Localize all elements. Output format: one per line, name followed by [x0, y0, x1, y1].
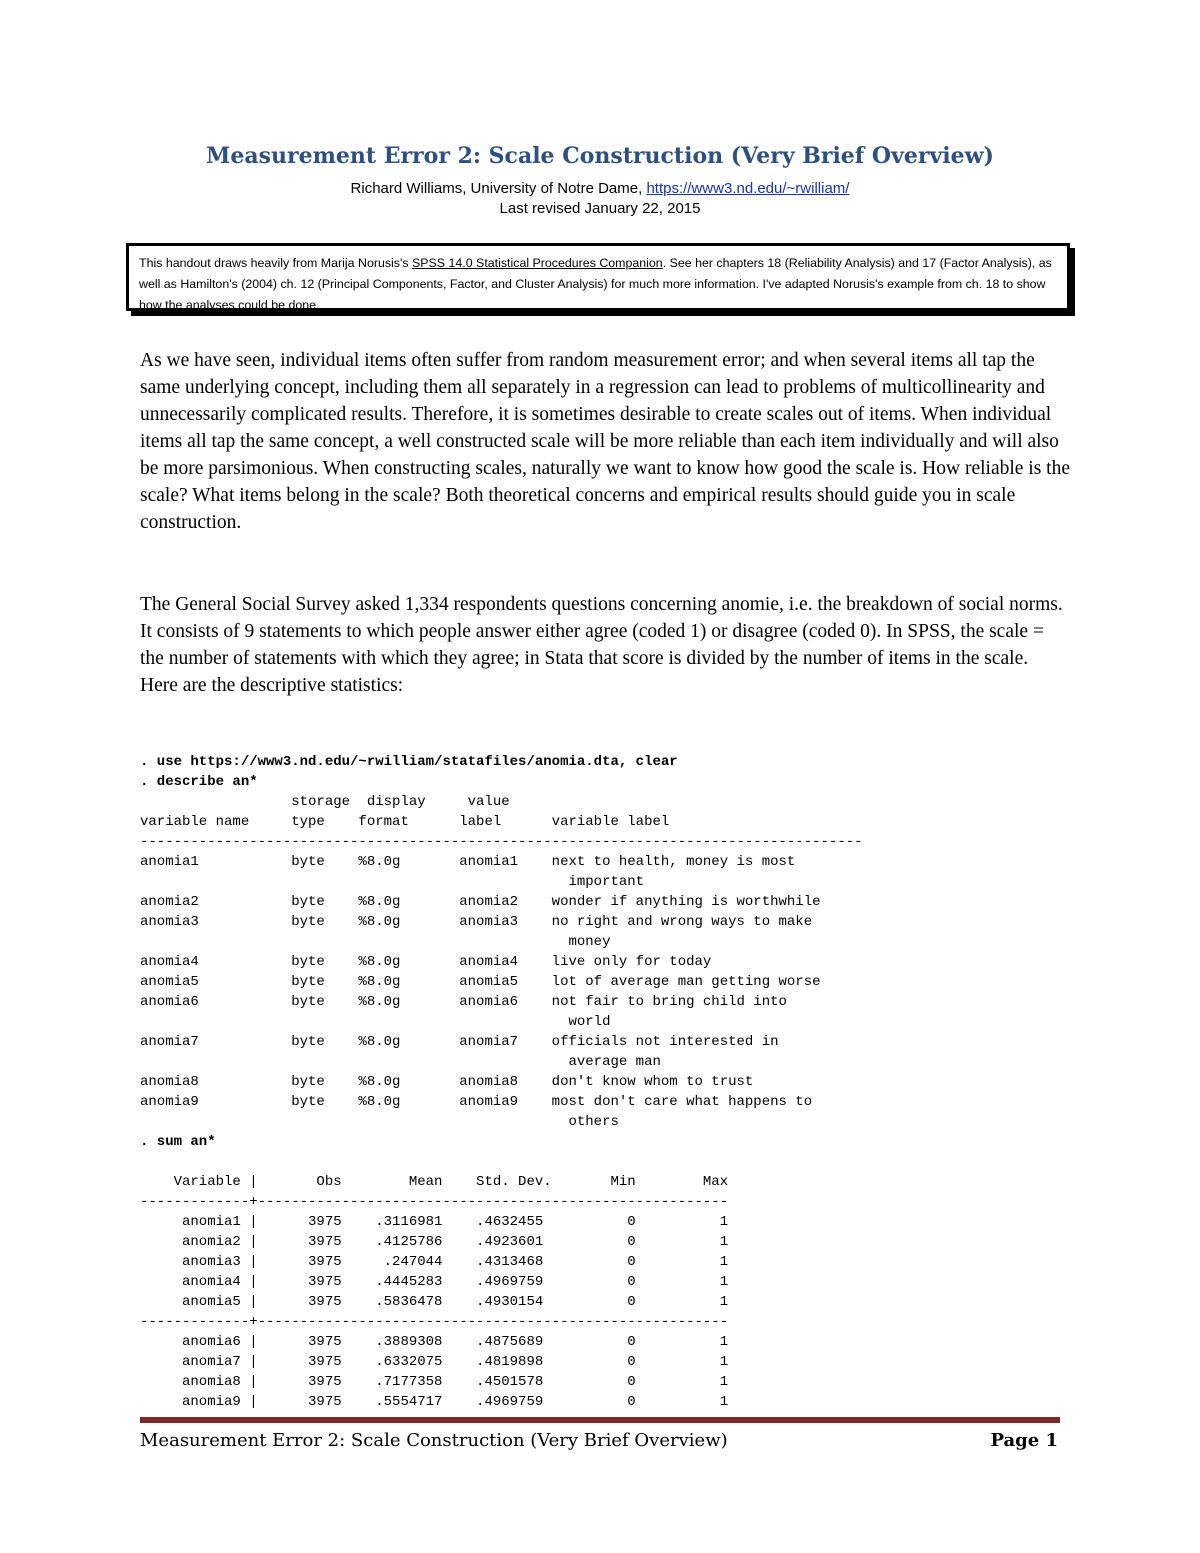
footer-title: Measurement Error 2: Scale Construction (Very Brief Overview) — [140, 1430, 728, 1451]
describe-output: storage display value variable name type format label variable label -------------------------------------------------------------------------------------- anomia1 byte %8.0g anomia1 next to health, money is most important anomia2 byte %8.0g anomia2 wonder if anything is worthwhile anomia3 byte %8.0g anomia3 no right and wrong ways to make money anomia4 byte %8.0g anomia4 live only for today anomia5 byte %8.0g anomia5 lot of average man getting worse anomia6 byte %8.0g anomia6 not fair to bring child into world anomia7 byte %8.0g anomia7 officials not interested in average man anomia8 byte %8.0g anomia8 don't know whom to trust anomia9 byte %8.0g anomia9 most don't care what happens to others — [140, 794, 863, 1130]
page-title: Measurement Error 2: Scale Construction (Very Brief Overview) — [206, 143, 994, 169]
note-book-title: SPSS 14.0 Statistical Procedures Companion — [412, 256, 663, 270]
page-number: Page 1 — [990, 1430, 1058, 1451]
stata-output — [140, 752, 863, 1412]
command-sum: . sum an* — [140, 1134, 216, 1150]
footer-divider — [140, 1417, 1060, 1423]
intro-paragraph: As we have seen, individual items often suffer from random measurement error; and when several items all tap the same underlying concept, including them all separately in a regression can lead to problems of multicollinearity and unnecessarily complicated results. Therefore, it is sometimes desirable to create scales out of items. When individual items all tap the same concept, a well constructed scale will be more reliable than each item individually and will also be more parsimonious. When constructing scales, naturally we want to know how good the scale is. How reliable is the scale? What items belong in the scale? Both theoretical concerns and empirical results should guide you in scale construction. — [140, 350, 1071, 533]
command-describe: . describe an* — [140, 774, 258, 790]
author-line — [0, 180, 1200, 197]
revision-date: Last revised January 22, 2015 — [499, 200, 701, 217]
source-note-box — [126, 243, 1070, 311]
note-text-1: This handout draws heavily from Marija Norusis's — [139, 256, 412, 270]
author-text: Richard Williams, University of Notre Dame, — [350, 180, 647, 197]
command-use: . use https://www3.nd.edu/~rwilliam/statafiles/anomia.dta, clear — [140, 754, 678, 770]
note-text-2: . See her chapters 18 (Reliability Analysis) and 17 (Factor Analysis), as well as Hamilton's (2004) ch. 12 (Principal Components, Factor, and Cluster Analysis) for much more information. I've adapted Norusis's example from ch. 18 to show how the analyses could be done. — [139, 256, 1052, 312]
survey-paragraph: The General Social Survey asked 1,334 respondents questions concerning anomie, i.e. the breakdown of social norms. It consists of 9 statements to which people answer either agree (coded 1) or disagree (coded 0). In SPSS, the scale = the number of statements with which they agree; in Stata that score is divided by the number of items in the scale. Here are the descriptive statistics: — [140, 594, 1063, 696]
author-url-link[interactable]: https://www3.nd.edu/~rwilliam/ — [646, 180, 850, 197]
summary-output: Variable | Obs Mean Std. Dev. Min Max -------------+-------------------------------------------------------- anomia1 | 3975 .3116981 .4632455 0 1 anomia2 | 3975 .4125786 .4923601 0 1 anomia3 | 3975 .247044 .4313468 0 1 anomia4 | 3975 .4445283 .4969759 0 1 anomia5 | 3975 .5836478 .4930154 0 1 -------------+-------------------------------------------------------- anomia6 | 3975 .3889308 .4875689 0 1 anomia7 | 3975 .6332075 .4819898 0 1 anomia8 | 3975 .7177358 .4501578 0 1 anomia9 | 3975 .5554717 .4969759 0 1 — [140, 1174, 729, 1410]
